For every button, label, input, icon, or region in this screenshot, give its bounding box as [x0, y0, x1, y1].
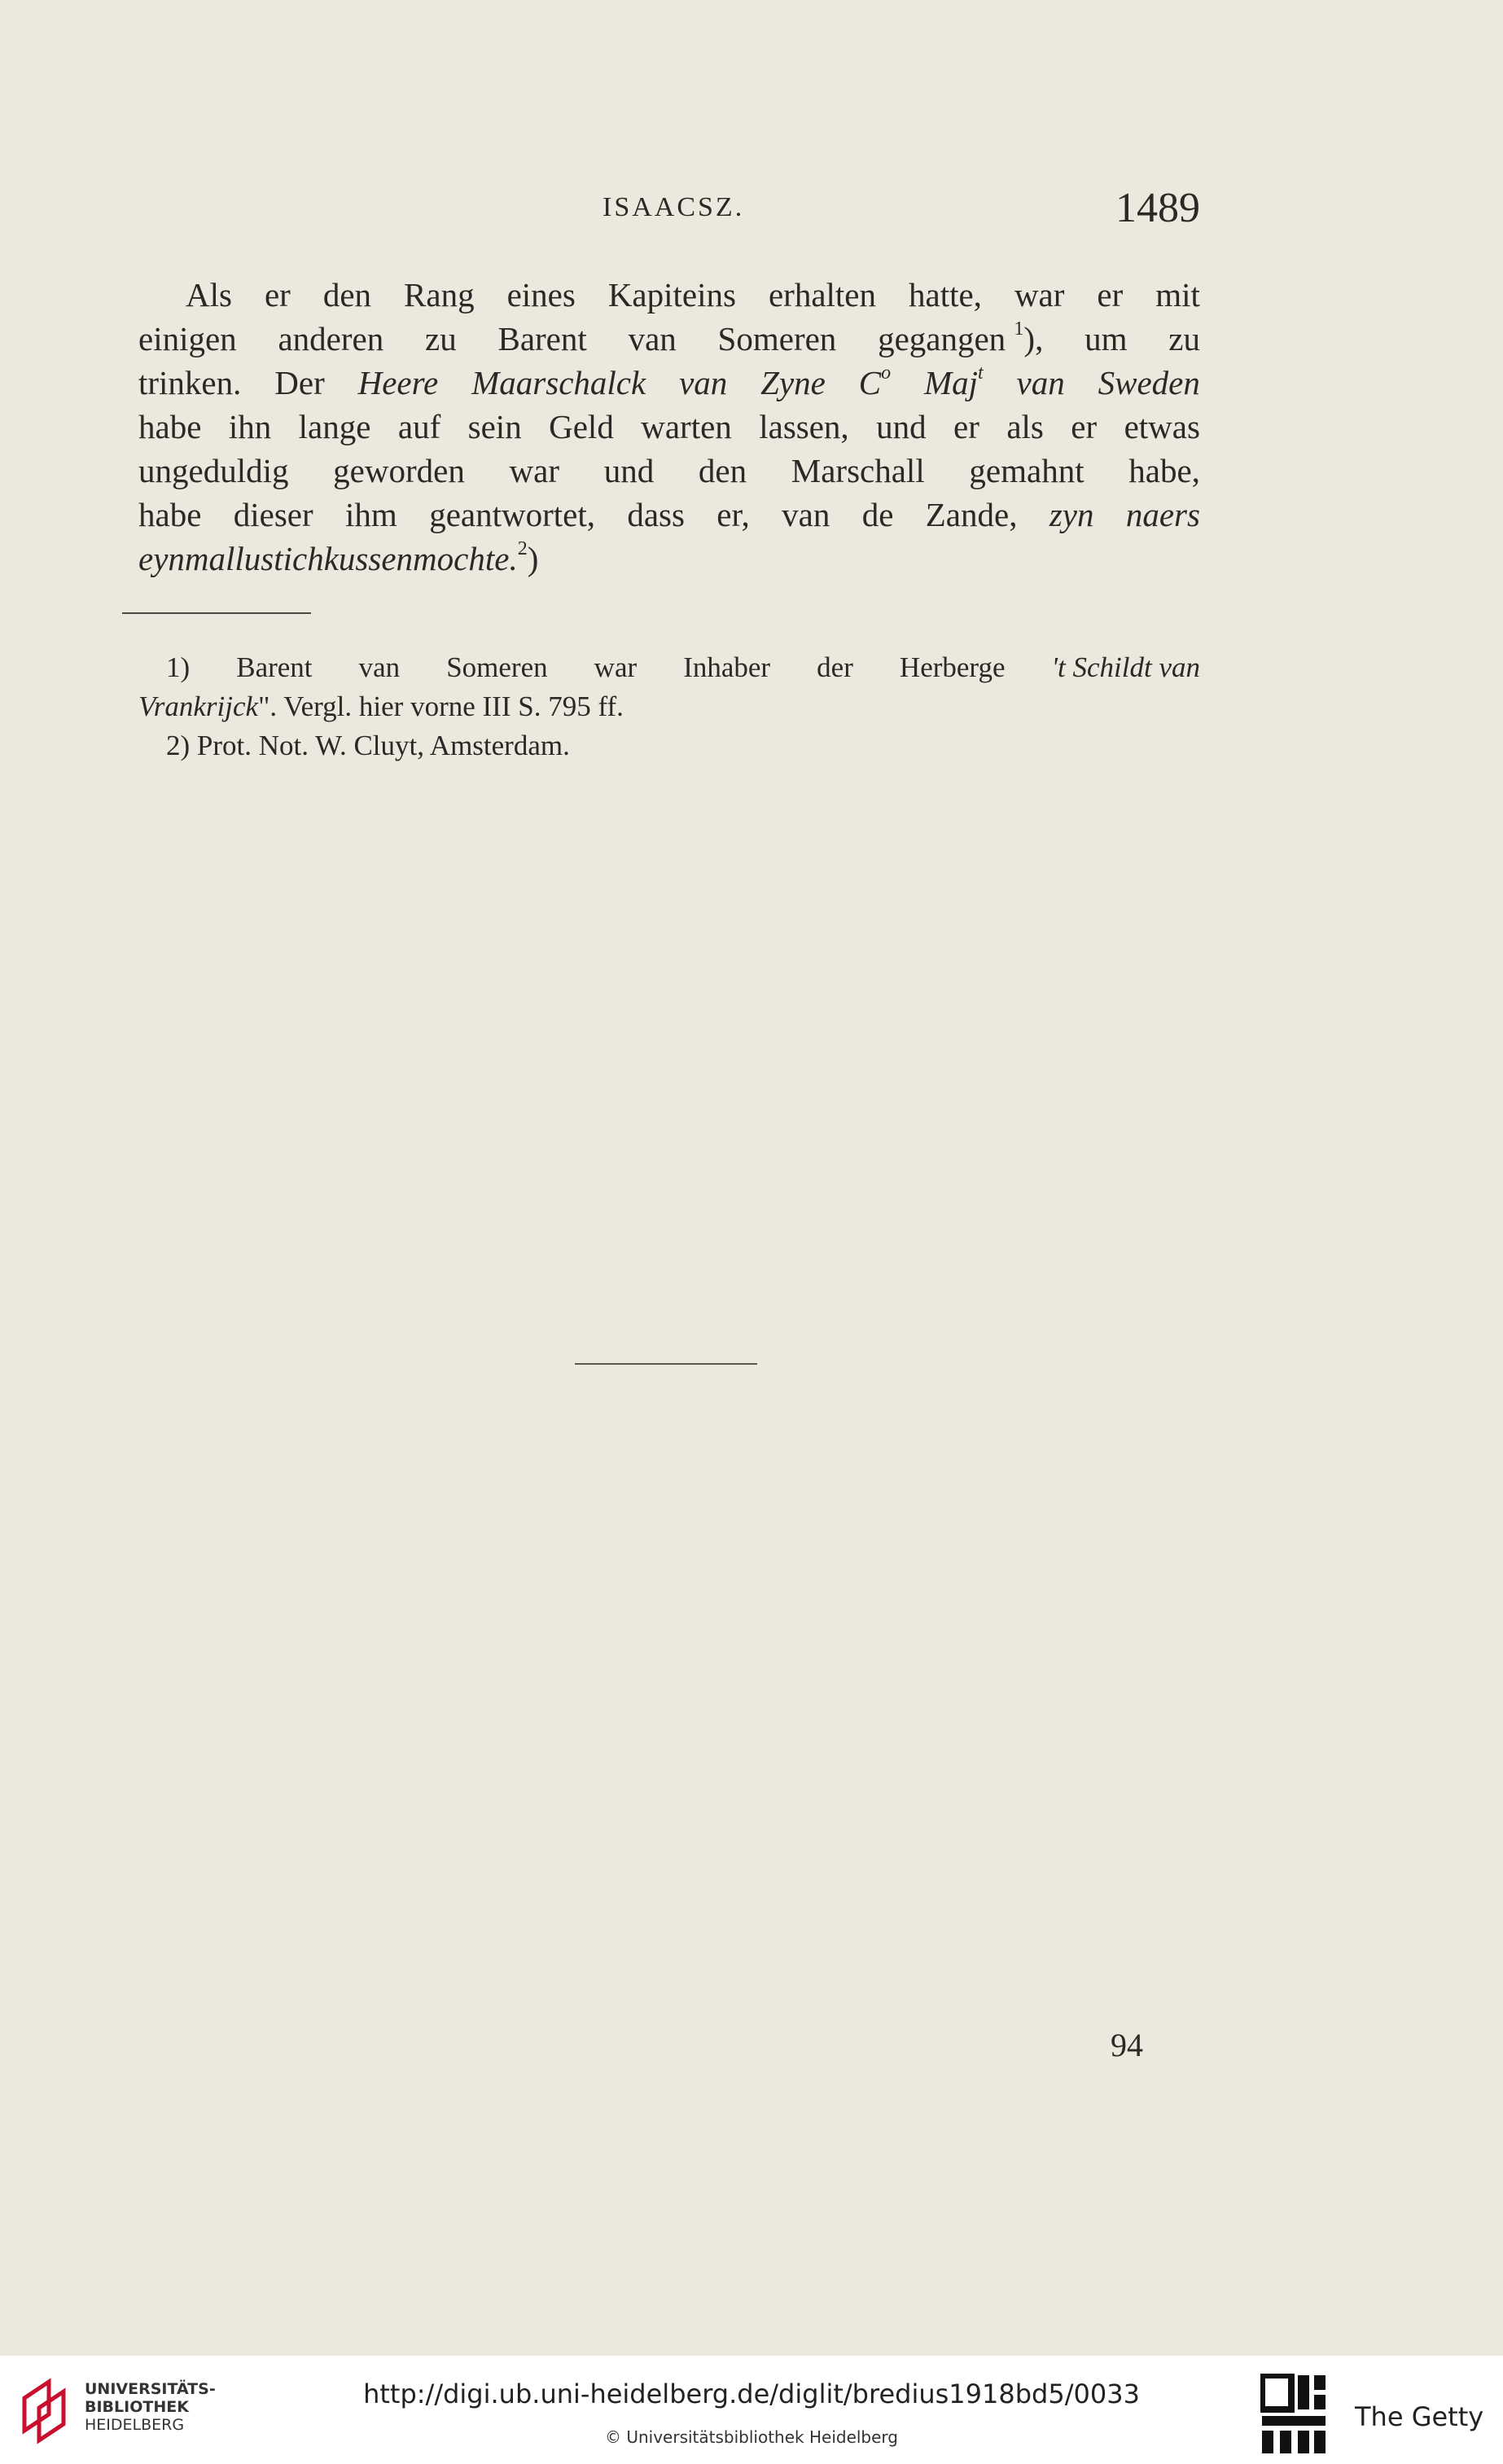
- text-line-3: trinken. Der Heere Maarschalck van Zyne $C^o$ Maj$^t$ van Sweden: [138, 362, 1200, 401]
- getty-logo-icon: [1260, 2374, 1327, 2455]
- main-paragraph: [138, 273, 1200, 581]
- footnote-divider: [122, 612, 311, 614]
- text-line-6: habe dieser ihm geantwortet, dass er, van de Zande, zyn naers: [138, 496, 1200, 533]
- getty-label: The Getty: [1355, 2401, 1484, 2432]
- signature-mark: 94: [1111, 2027, 1143, 2063]
- library-name: UNIVERSITÄTS- BIBLIOTHEK HEIDELBERG: [85, 2380, 216, 2434]
- text-line-1: Als er den Rang eines Kapiteins erhalten hatte, war er mit: [186, 276, 1200, 313]
- footnotes: [138, 648, 1200, 765]
- footnote-ref-1: 1: [1014, 318, 1024, 340]
- text-line-5: ungeduldig geworden war und den Marschall gemahnt habe,: [138, 452, 1200, 489]
- footnote-ref-2: 2: [517, 538, 528, 560]
- footnote-2: 2) Prot. Not. W. Cluyt, Amsterdam.: [166, 730, 570, 761]
- permalink-url[interactable]: http://digi.ub.uni-heidelberg.de/diglit/bredius1918bd5/0033: [363, 2379, 1140, 2409]
- copyright-notice: © Universitätsbibliothek Heidelberg: [604, 2427, 898, 2447]
- running-head: ISAACSZ.: [603, 192, 745, 222]
- viewer-footer: [0, 2356, 1503, 2464]
- footnote-1-line-2: Vrankrijck". Vergl. hier vorne III S. 795 ff.: [138, 691, 624, 722]
- page-header: [138, 184, 1200, 233]
- footnote-1-line-1: 1) Barent van Someren war Inhaber der Herberge 't Schildt van: [166, 651, 1200, 683]
- text-line-4: habe ihn lange auf sein Geld warten lassen, und er als er etwas: [138, 408, 1200, 445]
- page-number: 1489: [1115, 185, 1200, 231]
- text-line-2: einigen anderen zu Barent van Someren gegangen $^1$), um zu: [138, 318, 1200, 357]
- section-end-rule: [575, 1363, 757, 1365]
- text-line-7: eynmal lustich kussen mochte. $^2$): [138, 538, 539, 577]
